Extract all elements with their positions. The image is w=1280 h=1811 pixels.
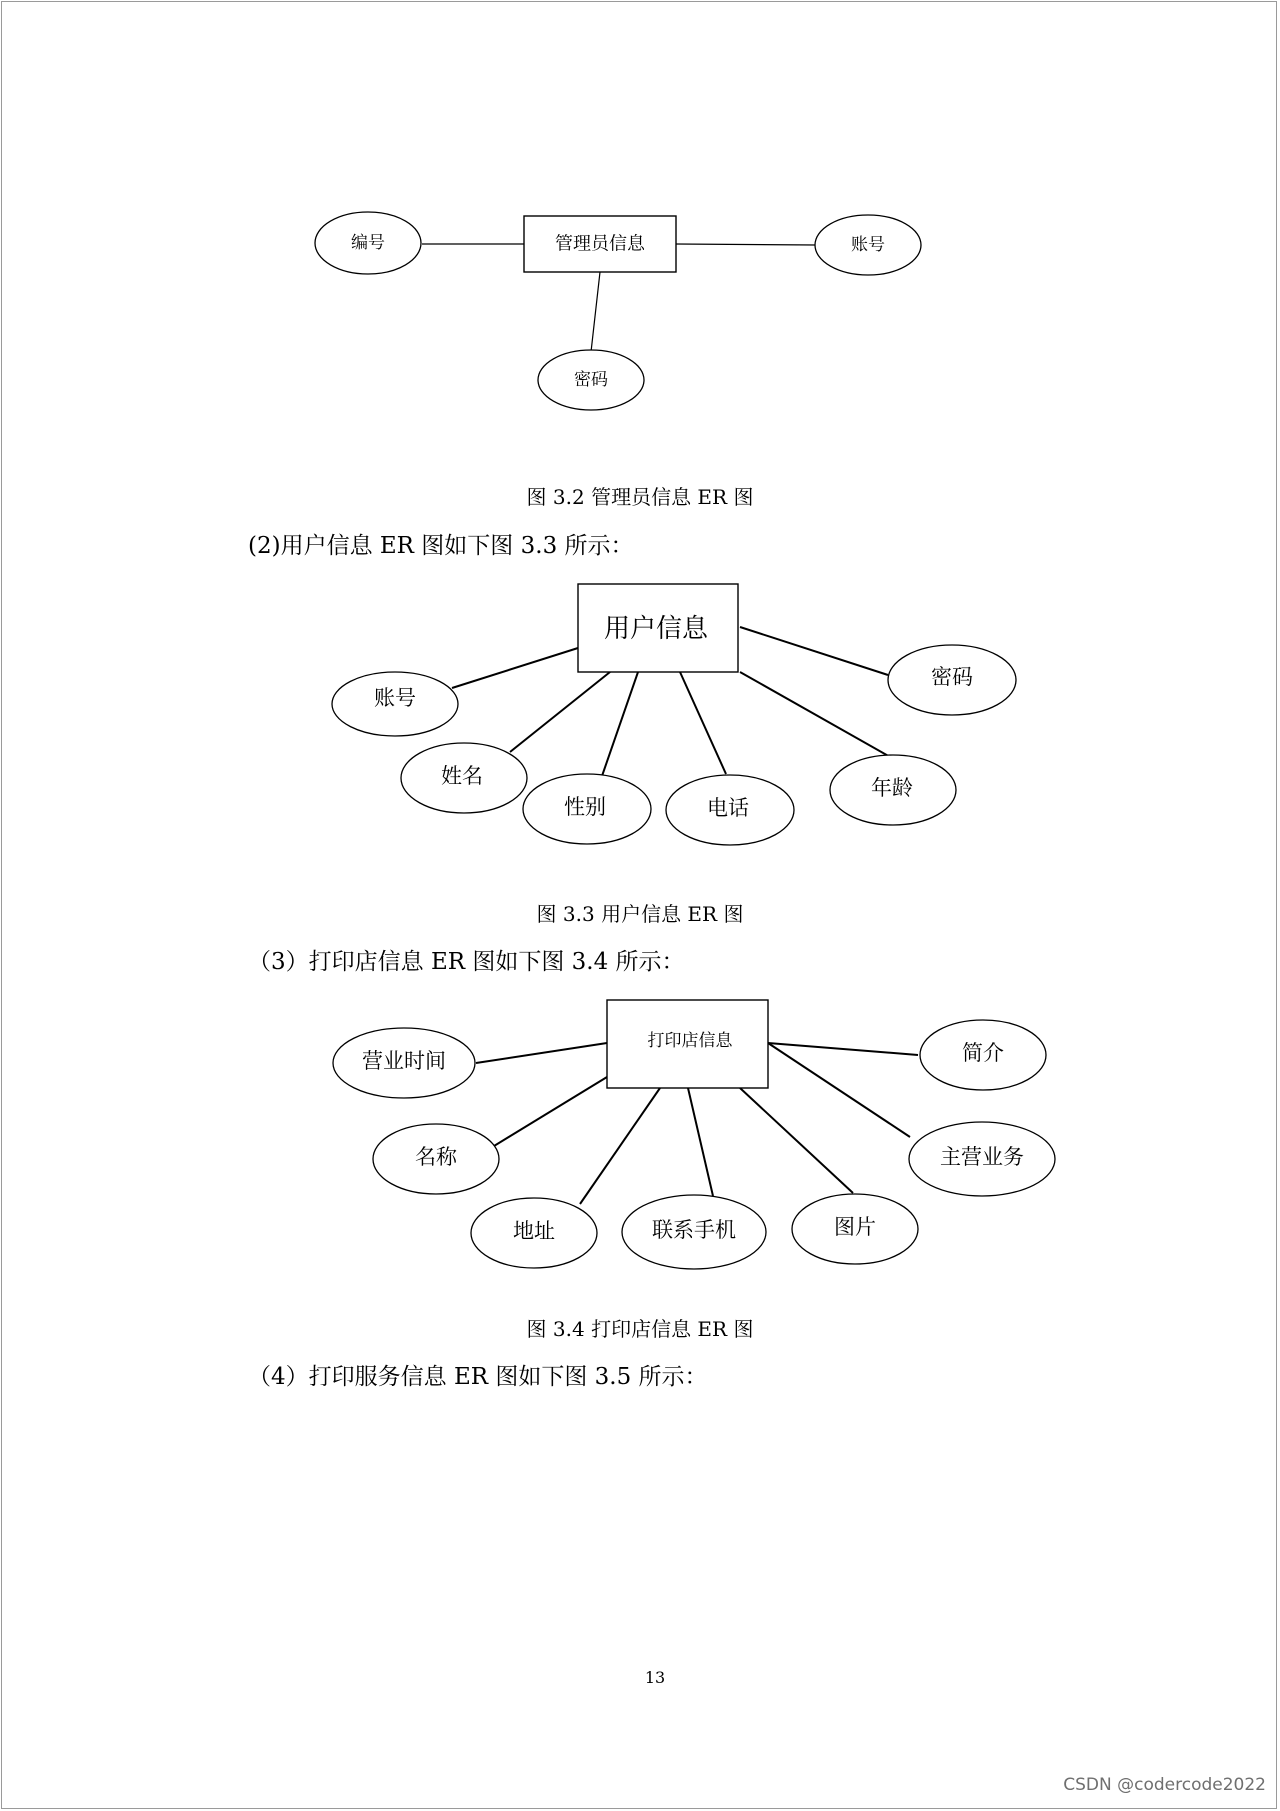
attribute-label: 名称 — [415, 1145, 457, 1169]
figure-caption: 图 3.4 打印店信息 ER 图 — [526, 1317, 754, 1341]
attribute-label: 姓名 — [441, 764, 483, 788]
entity-label: 管理员信息 — [555, 233, 645, 255]
attribute-label: 电话 — [707, 796, 749, 820]
attribute-label: 年龄 — [871, 776, 913, 800]
attribute-label: 性别 — [564, 795, 606, 819]
entity-label: 用户信息 — [603, 614, 709, 644]
attribute-label: 联系手机 — [652, 1218, 736, 1242]
attribute-label: 主营业务 — [940, 1145, 1024, 1169]
watermark: CSDN @codercode2022 — [1063, 1775, 1266, 1795]
page-number: 13 — [644, 1668, 666, 1687]
paragraph: (2)用户信息 ER 图如下图 3.3 所示： — [248, 533, 634, 559]
figure-caption: 图 3.2 管理员信息 ER 图 — [526, 485, 754, 509]
attribute-label: 图片 — [834, 1215, 876, 1239]
attribute-label: 账号 — [374, 686, 416, 710]
attribute-label: 编号 — [351, 233, 385, 253]
attribute-label: 简介 — [962, 1041, 1004, 1065]
entity-label: 打印店信息 — [647, 1031, 733, 1051]
paragraph: （4）打印服务信息 ER 图如下图 3.5 所示： — [248, 1364, 708, 1390]
attribute-label: 密码 — [574, 370, 608, 390]
attribute-label: 密码 — [931, 665, 973, 689]
attribute-label: 地址 — [513, 1219, 555, 1243]
figure-caption: 图 3.3 用户信息 ER 图 — [536, 902, 744, 926]
paragraph: （3）打印店信息 ER 图如下图 3.4 所示： — [248, 949, 685, 975]
attribute-label: 营业时间 — [362, 1049, 446, 1073]
attribute-label: 账号 — [851, 235, 885, 255]
